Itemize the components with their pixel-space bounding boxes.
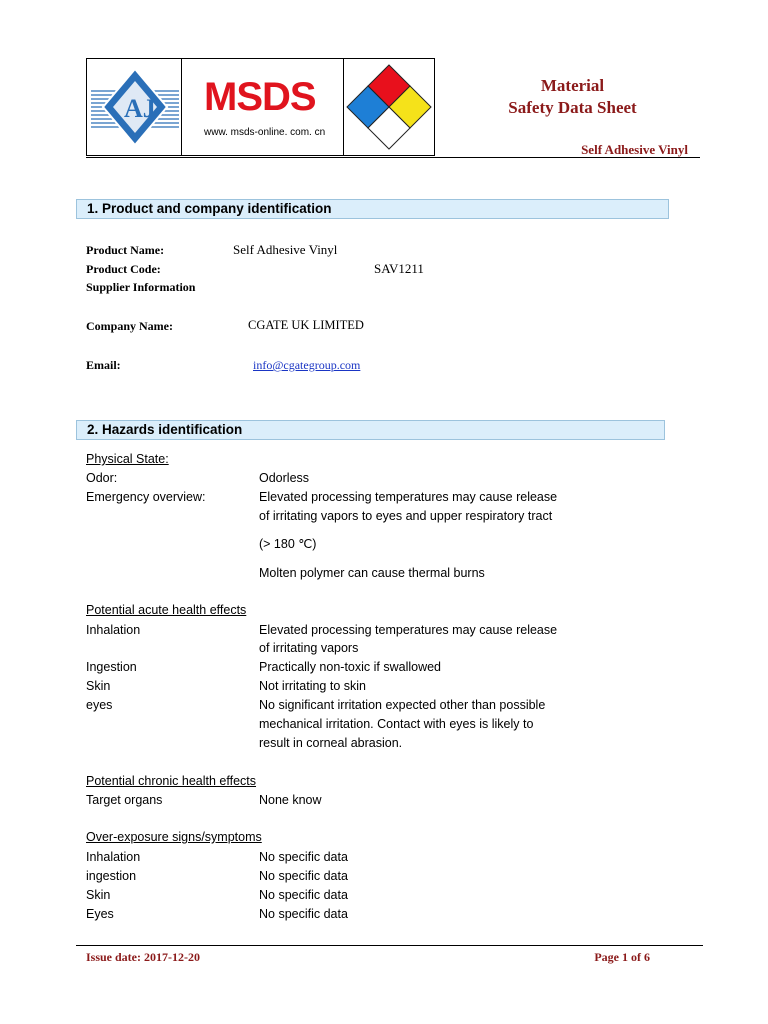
issue-date: Issue date: 2017-12-20 (86, 950, 200, 964)
doc-title-line1: Material (540, 76, 605, 95)
acute-heading: Potential acute health effects (86, 603, 247, 617)
aj-logo-letters: AJ (124, 94, 156, 123)
product-code-value: SAV1211 (374, 261, 424, 276)
product-code-label: Product Code: (86, 262, 161, 276)
emergency-line3: (> 180 ℃) (259, 537, 317, 551)
acute-inhalation-line1: Elevated processing temperatures may cause release (259, 623, 558, 637)
product-name-value: Self Adhesive Vinyl (233, 242, 338, 257)
company-name-value: CGATE UK LIMITED (248, 318, 364, 332)
company-name-label: Company Name: (86, 319, 173, 333)
overexposure-label: Skin (86, 888, 111, 902)
acute-eyes-line3: result in corneal abrasion. (259, 736, 403, 750)
overexposure-heading: Over-exposure signs/symptoms (86, 830, 262, 844)
acute-eyes-line1: No significant irritation expected other than possible (259, 698, 546, 712)
acute-eyes-line2: mechanical irritation. Contact with eyes is likely to (259, 717, 534, 731)
overexposure-value: No specific data (259, 850, 348, 864)
odor-label: Odor: (86, 471, 118, 485)
chronic-heading: Potential chronic health effects (86, 774, 257, 788)
acute-inhalation-label: Inhalation (86, 623, 141, 637)
overexposure-value: No specific data (259, 869, 348, 883)
product-name-label: Product Name: (86, 243, 165, 257)
emergency-label: Emergency overview: (86, 490, 206, 504)
acute-eyes-label: eyes (86, 698, 113, 712)
emergency-line2: of irritating vapors to eyes and upper respiratory tract (259, 509, 553, 523)
acute-ingestion-label: Ingestion (86, 660, 137, 674)
acute-skin-value: Not irritating to skin (259, 679, 366, 693)
aj-logo-icon (87, 59, 182, 155)
overexposure-label: ingestion (86, 869, 137, 883)
section1-heading: 1. Product and company identification (76, 199, 669, 219)
product-subtitle: Self Adhesive Vinyl (581, 142, 688, 157)
msds-url: www. msds-online. com. cn (204, 127, 326, 138)
emergency-line1: Elevated processing temperatures may cause release (259, 490, 558, 504)
acute-ingestion-value: Practically non-toxic if swallowed (259, 660, 442, 674)
physical-state-heading: Physical State: (86, 452, 169, 466)
hazard-diamond-icon (344, 59, 434, 155)
aj-logo (87, 59, 182, 155)
target-organs-label: Target organs (86, 793, 163, 807)
msds-word: MSDS (204, 75, 316, 119)
email-label: Email: (86, 358, 121, 372)
acute-inhalation-line2: of irritating vapors (259, 641, 359, 655)
emergency-line4: Molten polymer can cause thermal burns (259, 566, 485, 580)
overexposure-value: No specific data (259, 888, 348, 902)
msds-wordmark (182, 59, 344, 155)
overexposure-label: Eyes (86, 907, 114, 921)
msds-logo-box (86, 58, 435, 156)
overexposure-label: Inhalation (86, 850, 141, 864)
odor-value: Odorless (259, 471, 310, 485)
overexposure-value: No specific data (259, 907, 348, 921)
email-link[interactable]: info@cgategroup.com (253, 358, 361, 372)
doc-title-line2: Safety Data Sheet (508, 98, 637, 117)
acute-skin-label: Skin (86, 679, 111, 693)
section2-heading: 2. Hazards identification (76, 420, 665, 440)
supplier-label: Supplier Information (86, 280, 196, 294)
target-organs-value: None know (259, 793, 322, 807)
page-number: Page 1 of 6 (594, 950, 650, 964)
footer-rule (76, 945, 703, 946)
hazard-diamond (344, 59, 434, 155)
